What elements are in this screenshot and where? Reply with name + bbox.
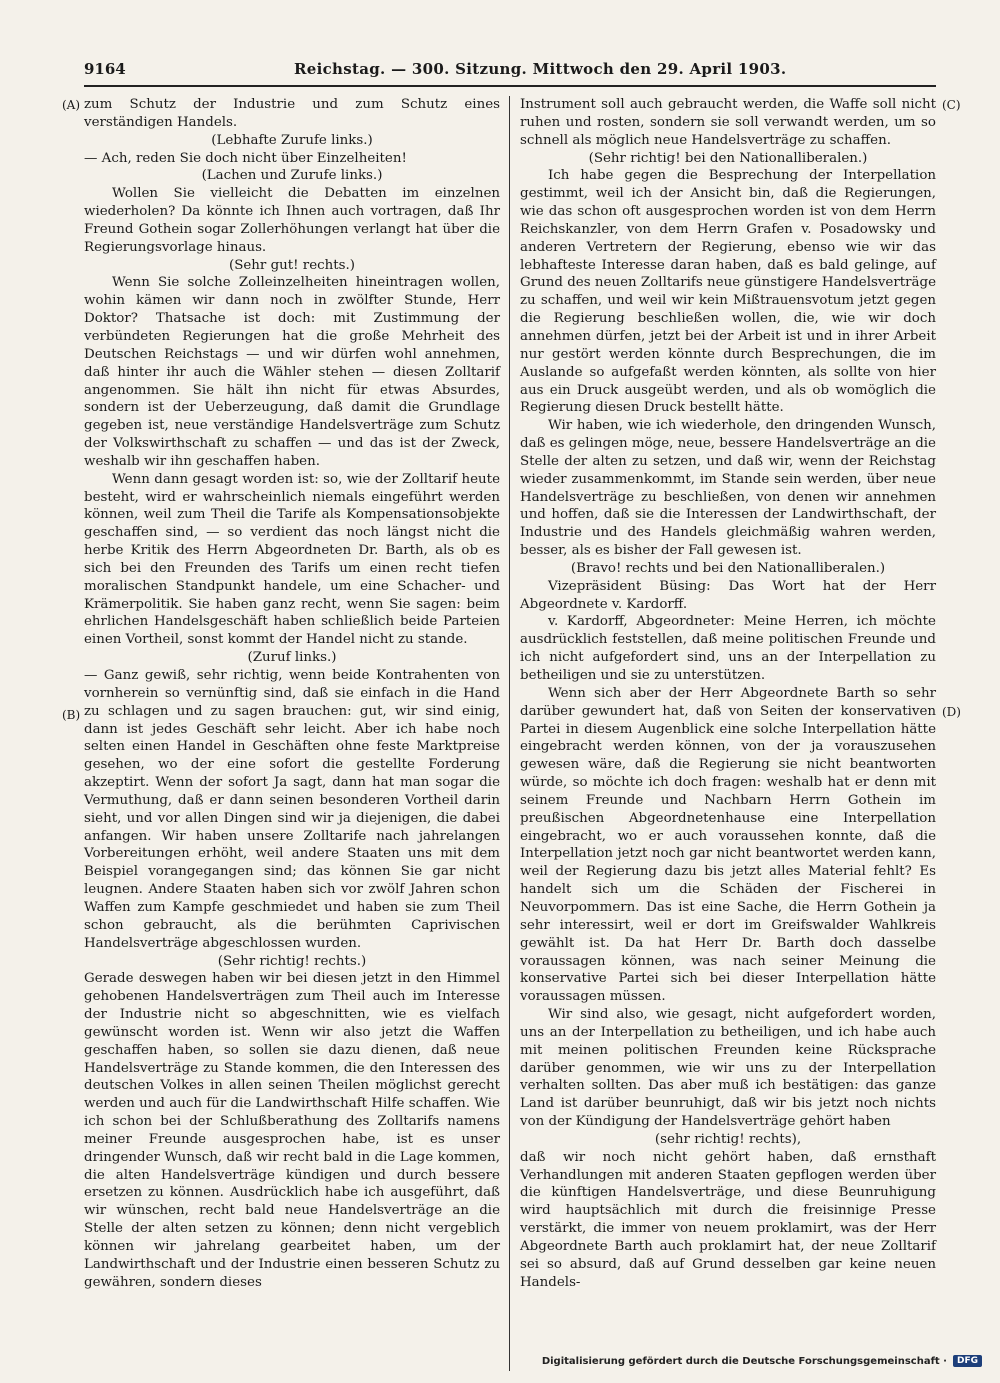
interjection: (Sehr richtig! bei den Nationalliberalen.) <box>588 150 868 166</box>
paragraph: v. Kardorff, Abgeordneter: Meine Herren, ich möchte ausdrücklich feststellen, daß meine politischen Freunde und ich nicht aufgefordert sind, uns an der Interpellation zu betheiligen und sie zu unterstützen. <box>520 614 936 683</box>
interjection: (Bravo! rechts und bei den Nationalliberalen.) <box>570 560 886 576</box>
interjection: (Sehr gut! rechts.) <box>228 257 355 273</box>
header-rule <box>84 85 936 87</box>
paragraph: Wenn Sie solche Zolleinzelheiten hineintragen wollen, wohin kämen wir dann noch in zwölfter Stunde, Herr Doktor? Thatsache ist doch: mit Zustimmung der verbündeten Regierungen hat die große Mehrheit des Deutschen Reichstags — und wir dürfen wohl annehmen, daß hinter ihr auch die Wähler stehen — diesen Zolltarif angenommen. Sie hält ihn nicht für etwas Absurdes, sondern ist der Ueberzeugung, daß damit die Grundlage gegeben ist, neue verständige Handelsverträge zum Schutz der Volkswirthschaft zu schaffen — und das ist der Zweck, weshalb wir ihn geschaffen haben. <box>84 275 500 469</box>
paragraph: daß wir noch nicht gehört haben, daß ernsthaft Verhandlungen mit anderen Staaten gepflogen werden über die künftigen Handelsverträge, und diese Beunruhigung wird hauptsächlich mit durch die freisinnige Presse verstärkt, die immer von neuem proklamirt, was der Herr Abgeordnete Barth auch proklamirt hat, der neue Zolltarif sei so absurd, daß auf Grund desselben gar keine neuen Handels- <box>520 1149 936 1290</box>
interjection: (Lachen und Zurufe links.) <box>201 168 383 184</box>
paragraph: — Ach, reden Sie doch nicht über Einzelheiten! <box>84 150 407 166</box>
newspaper-page <box>62 60 961 1330</box>
paragraph: Vizepräsident Büsing: Das Wort hat der Herr Abgeordnete v. Kardorff. <box>520 578 936 612</box>
paragraph: Wenn sich aber der Herr Abgeordnete Barth so sehr darüber gewundert hat, daß von Seiten der konservativen Partei in diesem Augenblick eine solche Interpellation hätte eingebracht werden können, von der ja vorauszusehen gewesen wäre, daß die Regierung sie nicht beantworten würde, so möchte ich doch fragen: weshalb hat er denn mit seinem Freunde und Nachbarn Herrn Gothein im preußischen Abgeordnetenhause eine Interpellation eingebracht, wo er auch voraussehen konnte, daß die Interpellation jetzt noch gar nicht beantwortet werden kann, weil der Regierung dazu bis jetzt alles Material fehlt? Es handelt sich um die Schäden der Fischerei in Neuvorpommern. Das ist eine Sache, die Herrn Gothein ja sehr interessirt, weil er dort im Greifswalder Wahlkreis gewählt ist. Da hat Herr Dr. Barth doch dasselbe voraussagen können, was nach seiner Meinung die konservative Partei sich bei dieser Interpellation hätte voraussagen müssen. <box>520 685 936 1005</box>
interjection: (Sehr richtig! rechts.) <box>217 953 367 969</box>
interjection: (sehr richtig! rechts), <box>654 1131 802 1147</box>
paragraph: Wenn dann gesagt worden ist: so, wie der Zolltarif heute besteht, wird er wahrscheinlich niemals eingeführt werden können, weil zum Theil die Tarife als Kompensationsobjekte geschaffen sind, — so verdient das noch längst nicht die herbe Kritik des Herrn Abgeordneten Dr. Barth, als ob es sich bei den Freunden des Tarifs um einen recht tiefen moralischen Standpunkt handele, um eine Schacher- und Krämerpolitik. Sie haben ganz recht, wenn Sie sagen: beim ehrlichen Handelsgeschäft haben schließlich beide Parteien einen Vortheil, sonst kommt der Handel nicht zu stande. <box>84 471 500 648</box>
paragraph: Ich habe gegen die Besprechung der Interpellation gestimmt, weil ich der Ansicht bin, daß die Regierungen, wie das schon oft ausgesprochen worden ist von dem Herrn Reichskanzler, von dem Herrn Grafen v. Posadowsky und anderen Vertretern der Regierung, ebenso wie wir das lebhafteste Interesse daran haben, daß es bald gelinge, auf Grund des neuen Zolltarifs neue günstigere Handelsverträge zu schaffen, und weil wir kein Mißtrauensvotum jetzt gegen die Regierung beschließen wollen, die, wie wir doch annehmen dürfen, jetzt bei der Arbeit ist und in ihrer Arbeit nur gestört werden könnte durch Besprechungen, die im Auslande so aufgefaßt werden könnten, als sollte von hier aus ein Druck ausgeübt werden, und als ob womöglich die Regierung diesen Druck bestellt hätte. <box>520 168 936 416</box>
page-number: 9164 <box>84 60 126 78</box>
margin-marker-c: (C) <box>942 98 961 112</box>
margin-marker-d: (D) <box>942 705 961 719</box>
footer-credit <box>542 1355 982 1367</box>
margin-marker-b: (B) <box>62 708 81 722</box>
paragraph: — Ganz gewiß, sehr richtig, wenn beide Kontrahenten von vornherein so vernünftig sind, daß sie einfach in die Hand zu schlagen und zu sagen brauchen: gut, wir sind einig, dann ist jedes Geschäft sehr leicht. Aber ich habe noch selten einen Handel in Geschäften ohne feste Marktpreise gesehen, wo der eine sofort die gestellte Forderung akzeptirt. Wenn der sofort Ja sagt, dann hat man sogar die Vermuthung, daß er dann seinen besonderen Vortheil darin sieht, und vor allen Dingen sind wir ja diejenigen, die dabei anfangen. Wir haben unsere Zolltarife nach jahrelangen Vorbereitungen erhöht, weil andere Staaten uns mit dem Beispiel vorangegangen sind; das können Sie gar nicht leugnen. Andere Staaten haben sich vor zwölf Jahren schon Waffen zum Kampfe geschmiedet und haben sie zum Theil schon gebraucht, als die berühmten Caprivischen Handelsverträge abgeschlossen wurden. <box>84 668 500 951</box>
right-column <box>520 96 936 1292</box>
paragraph: Instrument soll auch gebraucht werden, die Waffe soll nicht ruhen und rosten, sondern sie soll verwandt werden, um so schnell als möglich neue Handelsverträge zu schaffen. <box>520 97 936 148</box>
footer-text: Digitalisierung gefördert durch die Deutsche Forschungsgemeinschaft · <box>541 1355 947 1367</box>
paragraph: Gerade deswegen haben wir bei diesen jetzt in den Himmel gehobenen Handelsverträgen zum Theil auch im Interesse der Industrie nicht so abgeschnitten, wie es vielfach gewünscht worden ist. Wenn wir also jetzt die Waffen geschaffen haben, so sollen sie dazu dienen, daß neue Handelsverträge zu Stande kommen, die den Interessen des deutschen Volkes in allen seinen Theilen möglichst gerecht werden und auch für die Landwirthschaft Hilfe schaffen. Wie ich schon bei der Schlußberathung des Zolltarifs namens meiner Freunde ausgesprochen habe, ist es unser dringender Wunsch, daß wir recht bald in die Lage kommen, die alten Handelsverträge kündigen und durch bessere ersetzen zu können. Ausdrücklich habe ich ausgeführt, daß wir wünschen, recht bald neue Handelsverträge an die Stelle der alten setzen zu können; denn nicht vergeblich können wir jahrelang gearbeitet haben, um der Landwirthschaft und der Industrie einen besseren Schutz zu gewähren, sondern dieses <box>84 971 500 1290</box>
column-divider <box>509 96 510 1371</box>
dfg-logo: DFG <box>953 1355 982 1367</box>
interjection: (Lebhafte Zurufe links.) <box>211 132 373 148</box>
paragraph: Wollen Sie vielleicht die Debatten im einzelnen wiederholen? Da könnte ich Ihnen auch vortragen, daß Ihr Freund Gothein sogar Zollerhöhungen verlangt hat über die Regierungsvorlage hinaus. <box>84 186 500 255</box>
interjection: (Zuruf links.) <box>247 650 337 666</box>
page-title: Reichstag. — 300. Sitzung. Mittwoch den 29. April 1903. <box>294 60 787 78</box>
paragraph: Wir haben, wie ich wiederhole, den dringenden Wunsch, daß es gelingen möge, neue, bessere Handelsverträge an die Stelle der alten zu setzen, und daß wir, wenn der Reichstag wieder zusammenkommt, im Stande sein werden, über neue Handelsverträge zu beschließen, von denen wir annehmen und hoffen, daß sie die Interessen der Landwirthschaft, der Industrie und des Handels gleichmäßig wahren werden, besser, als es bisher der Fall gewesen ist. <box>520 418 936 559</box>
paragraph: Wir sind also, wie gesagt, nicht aufgefordert worden, uns an der Interpellation zu betheiligen, und ich habe auch mit meinen politischen Freunden keine Rücksprache darüber genommen, wie wir uns zu der Interpellation verhalten sollten. Das aber muß ich bestätigen: das ganze Land ist darüber beunruhigt, daß wir bis jetzt noch nichts von der Kündigung der Handelsverträge gehört haben <box>520 1007 936 1130</box>
page-header <box>84 60 936 82</box>
paragraph: zum Schutz der Industrie und zum Schutz eines verständigen Handels. <box>84 97 500 130</box>
margin-marker-a: (A) <box>62 98 81 112</box>
left-column <box>84 96 500 1292</box>
